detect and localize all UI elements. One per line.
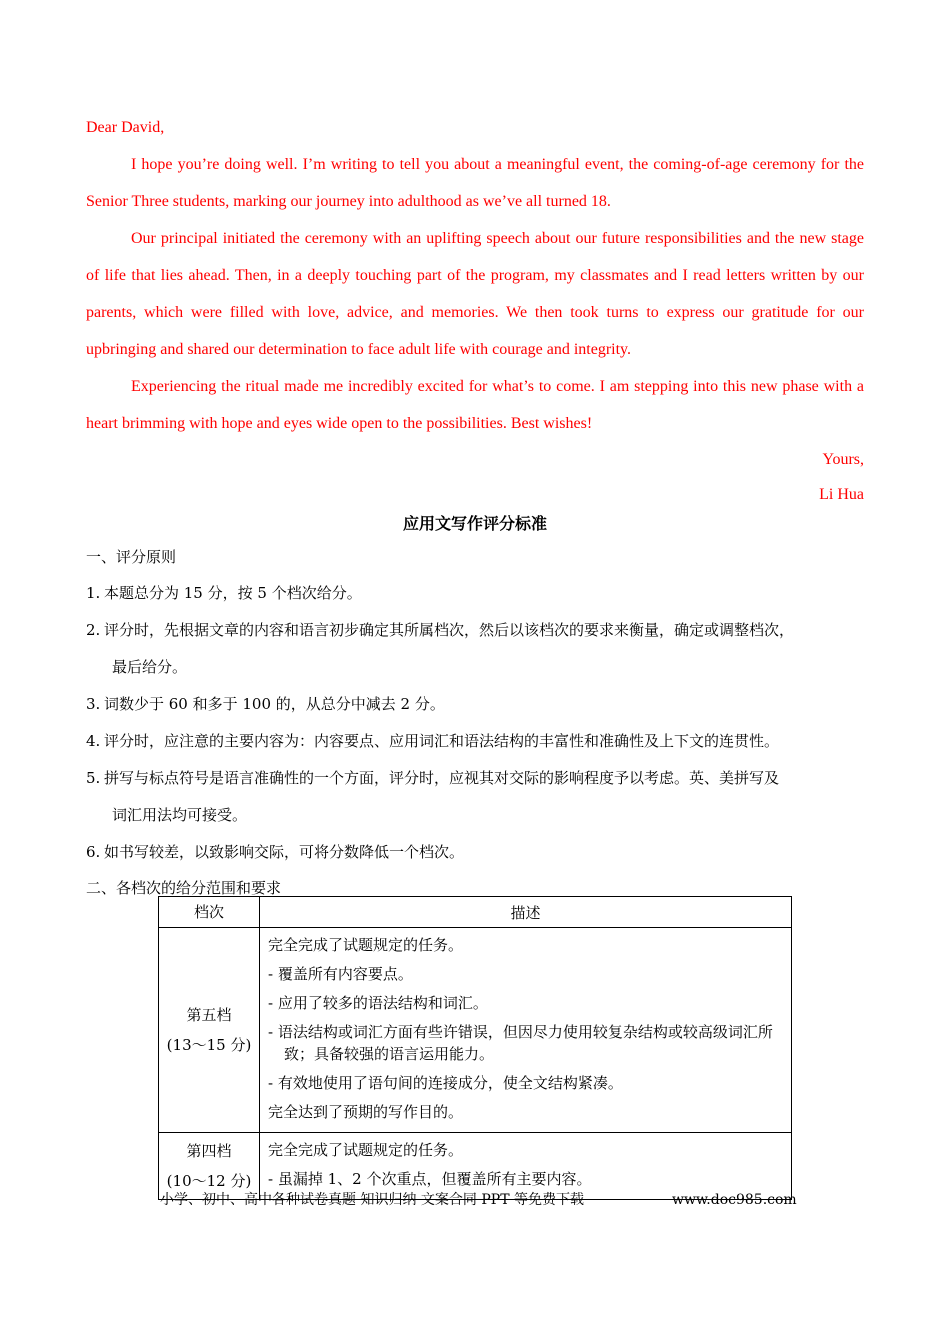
table-row: [159, 928, 792, 1133]
letter-paragraph: I hope you’re doing well. I’m writing to tell you about a meaningful event, the coming-of-age ceremony for the Senior Three students, marking our journey into adulthood as we’ve all turned 18.: [86, 156, 864, 210]
footer-url: www.doc985.com: [672, 1192, 797, 1208]
rule-item: 1. 本题总分为 15 分，按 5 个档次给分。: [86, 584, 362, 602]
sample-letter: [86, 112, 864, 512]
table-header-row: [159, 897, 792, 928]
grading-table: [158, 896, 792, 1200]
table-header: 描述: [260, 897, 792, 928]
letter-salutation: Dear David,: [86, 119, 165, 136]
rubric-title: 应用文写作评分标准: [402, 514, 547, 533]
grade-level: 第五档: [186, 1006, 232, 1024]
grade-description: 完全完成了试题规定的任务。 - 覆盖所有内容要点。 - 应用了较多的语法结构和词汇。 - 语法结构或词汇方面有些许错误，但因尽力使用较复杂结构或较高级词汇所致；具备较强的语言运用能力。 - 有效地使用了语句间的连接成分，使全文结构紧凑。 完全达到了预期的写作目的。: [260, 928, 792, 1133]
rule-item: 5. 拼写与标点符号是语言准确性的一个方面，评分时，应视其对交际的影响程度予以考虑。英、美拼写及 词汇用法均可接受。: [86, 769, 780, 824]
grade-range: (13～15 分): [166, 1036, 252, 1054]
rule-item: 4. 评分时，应注意的主要内容为：内容要点、应用词汇和语法结构的丰富性和准确性及上下文的连贯性。: [86, 732, 780, 750]
letter-closing: Yours,: [822, 451, 864, 468]
section-heading: 二、各档次的给分范围和要求: [86, 879, 282, 897]
grade-range: (10～12 分): [166, 1172, 252, 1190]
grade-description: 完全完成了试题规定的任务。 - 虽漏掉 1、2 个次重点，但覆盖所有主要内容。: [260, 1133, 792, 1200]
grade-level: 第四档: [186, 1142, 232, 1160]
scoring-principles: [86, 540, 876, 906]
footer-text: 小学、初中、高中各种试卷真题 知识归纳 文案合同 PPT 等免费下载: [160, 1192, 584, 1208]
page-footer: [160, 1188, 800, 1212]
table-header: 档次: [159, 897, 260, 928]
rule-item: 6. 如书写较差，以致影响交际，可将分数降低一个档次。: [86, 843, 465, 861]
rule-item: 2. 评分时，先根据文章的内容和语言初步确定其所属档次，然后以该档次的要求来衡量，确定或调整档次， 最后给分。: [86, 621, 795, 676]
section-heading: 一、评分原则: [86, 548, 177, 566]
letter-paragraph: Our principal initiated the ceremony with an uplifting speech about our future responsibilities and the new stage of life that lies ahead. Then, in a deeply touching part of the program, my classmates and I read letters written by our parents, which were filled with love, advice, and memories. We then took turns to express our gratitude for our upbringing and shared our determination to face adult life with courage and integrity.: [86, 230, 864, 358]
rule-item: 3. 词数少于 60 和多于 100 的，从总分中减去 2 分。: [86, 695, 445, 713]
letter-paragraph: Experiencing the ritual made me incredibly excited for what’s to come. I am stepping into this new phase with a heart brimming with hope and eyes wide open to the possibilities. Best wishes!: [86, 378, 864, 432]
letter-signature: Li Hua: [819, 486, 864, 503]
grade-level-cell: [159, 928, 260, 1133]
